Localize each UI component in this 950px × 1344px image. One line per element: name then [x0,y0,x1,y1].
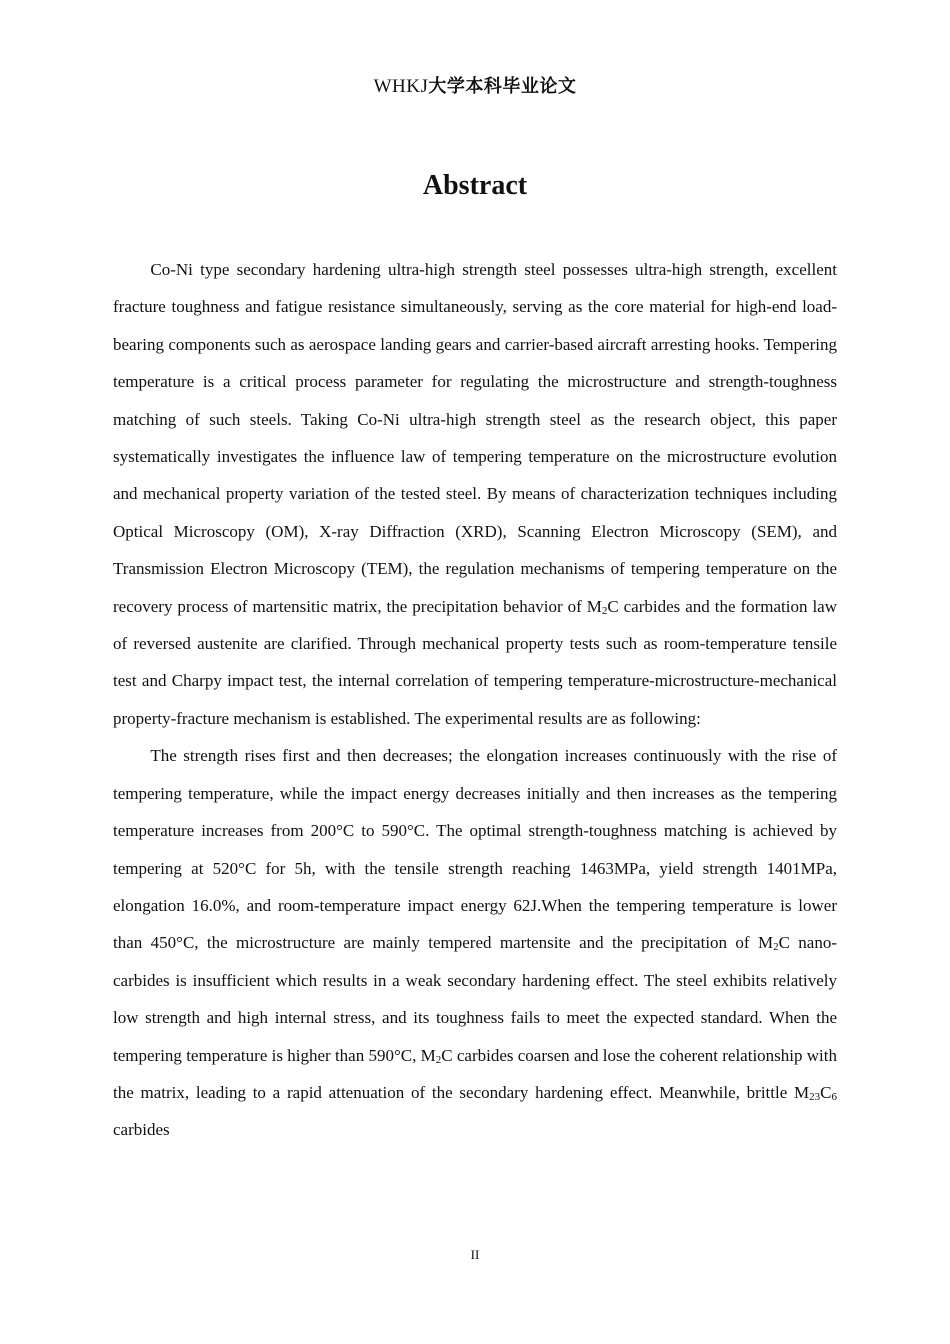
text-segment: C carbides and the formation law of reversed austenite are clarified. Through mechanical property tests such as room-temperature tensile test and Charpy impact test, the internal correlation of tempering temperature-microstructure-mechanical property-fracture mechanism is established. The experimental results are as following: [113,596,837,728]
abstract-paragraph [113,737,837,1148]
header-latin: WHKJ [373,76,429,97]
subscript: 23 [809,1090,821,1103]
text-segment: The strength rises first and then decreases; the elongation increases continuously with the rise of tempering temperature, while the impact energy decreases initially and then increases as the tempering temperature increases from 200°C to 590°C. The optimal strength-toughness matching is achieved by tempering at 520°C for 5h, with the tensile strength reaching 1463MPa, yield strength 1401MPa, elongation 16.0%, and room-temperature impact energy 62J.When the tempering temperature is lower than 450°C, the microstructure are mainly tempered martensite and the precipitation of M [113,746,837,953]
subscript: 2 [773,941,779,954]
abstract-paragraph [113,251,837,737]
text-segment: C [820,1082,832,1102]
header-chinese: 大学本科毕业论文 [428,76,577,97]
abstract-title: Abstract [422,170,528,201]
abstract-body [113,251,837,1149]
page-number: II [470,1247,480,1262]
subscript: 2 [601,604,608,617]
text-segment: C carbides coarsen and lose the coherent relationship with the matrix, leading to a rapid attenuation of the secondary hardening effect. Meanwhile, brittle M [113,1045,837,1102]
subscript: 2 [435,1053,442,1066]
page-header [0,72,950,98]
text-segment: Co-Ni type secondary hardening ultra-high strength steel possesses ultra-high strength, excellent fracture toughness and fatigue resistance simultaneously, serving as the core material for high-end load-bearing components such as aerospace landing gears and carrier-based aircraft arresting hooks. Tempering temperature is a critical process parameter for regulating the microstructure and strength-toughness matching of such steels. Taking Co-Ni ultra-high strength steel as the research object, this paper systematically investigates the influence law of tempering temperature on the microstructure evolution and mechanical property variation of the tested steel. By means of characterization techniques including Optical Microscopy (OM), X-ray Diffraction (XRD), Scanning Electron Microscopy (SEM), and Transmission Electron Microscopy (TEM), the regulation mechanisms of tempering temperature on the recovery process of martensitic matrix, the precipitation behavior of M [113,260,837,616]
text-segment: carbides [113,1120,170,1140]
text-segment: C nano-carbides is insufficient which results in a weak secondary hardening effect. The steel exhibits relatively low strength and high internal stress, and its toughness fails to meet the expected standard. When the tempering temperature is higher than 590°C, M [113,933,837,1065]
subscript: 6 [831,1090,837,1103]
